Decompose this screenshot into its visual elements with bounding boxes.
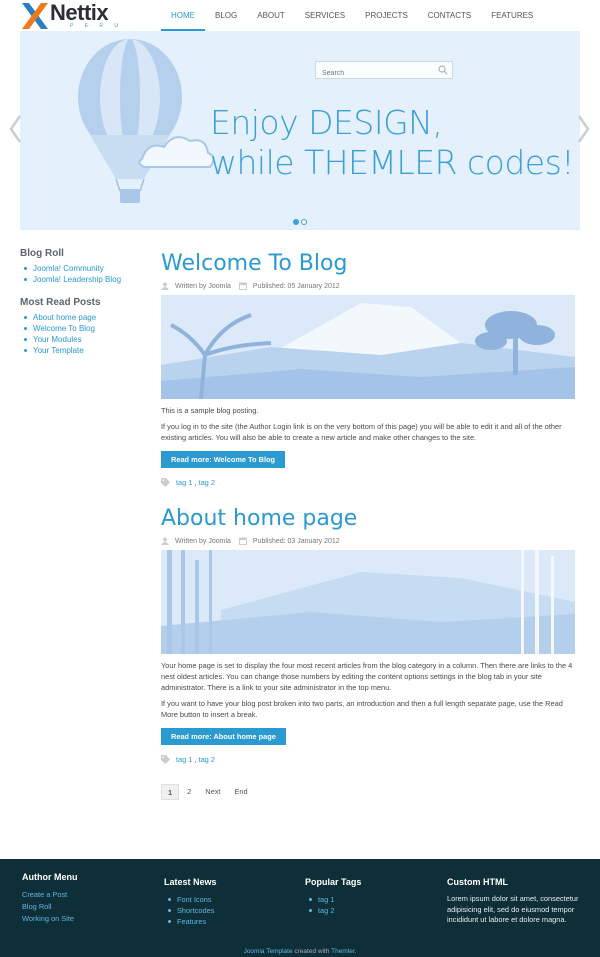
article-meta	[161, 281, 575, 291]
article-meta	[161, 536, 575, 546]
nav-about[interactable]: ABOUT	[257, 11, 285, 20]
bamboo-landscape-image	[161, 550, 575, 654]
footer-popular-tags-title: Popular Tags	[305, 877, 362, 887]
user-icon	[161, 282, 169, 290]
footer-credit-link[interactable]: Joomla Template	[243, 948, 293, 955]
article-paragraph: If you log in to the site (the Author Login link is on the very bottom of this page) you will be able to edit it and all of the other existing articles. You will also be able to create a new article and make other changes to the site.	[161, 422, 562, 442]
sidebar	[20, 248, 150, 368]
mostread-item[interactable]: About home page	[20, 312, 150, 323]
article-body	[161, 405, 575, 443]
article-welcome	[161, 250, 575, 487]
footer-link[interactable]: Features	[164, 916, 217, 927]
article-body	[161, 660, 575, 720]
site-logo[interactable]	[20, 1, 130, 31]
calendar-icon	[239, 537, 247, 545]
footer-popular-tags	[305, 877, 361, 916]
page-2[interactable]: 2	[187, 787, 192, 796]
nav-projects[interactable]: PROJECTS	[365, 11, 408, 20]
slider-dot-2[interactable]	[301, 219, 307, 225]
footer-credit-end: .	[354, 948, 357, 955]
tag-link[interactable]: tag 2	[198, 478, 215, 487]
article-tags	[161, 755, 575, 764]
article-title[interactable]: About home page	[161, 506, 358, 531]
tag-link[interactable]: tag 2	[198, 755, 215, 764]
nav-home[interactable]: HOME	[161, 0, 205, 31]
mostread-item[interactable]: Welcome To Blog	[20, 323, 150, 334]
mostread-item[interactable]: Your Template	[20, 345, 150, 356]
footer-link[interactable]: Font Icons	[164, 894, 217, 905]
tag-link[interactable]: tag 1	[176, 478, 193, 487]
slide-heading-line2: while THEMLER codes!	[210, 143, 574, 182]
site-footer	[0, 859, 600, 957]
hero-slider	[20, 31, 580, 230]
footer-custom-html-title: Custom HTML	[447, 877, 508, 887]
nav-features[interactable]: FEATURES	[491, 11, 534, 20]
mostread-item[interactable]: Your Modules	[20, 334, 150, 345]
footer-latest-news-title: Latest News	[164, 877, 217, 887]
user-icon	[161, 537, 169, 545]
site-header	[0, 0, 600, 31]
tag-separator: ,	[194, 755, 197, 764]
search-input[interactable]	[316, 66, 434, 82]
slide-heading-line1: Enjoy DESIGN,	[210, 103, 443, 142]
article-published: Published: 03 January 2012	[252, 537, 340, 545]
article-author: Written by Joomla	[175, 537, 231, 545]
footer-custom-html	[447, 877, 582, 926]
nav-contacts[interactable]: CONTACTS	[427, 11, 472, 20]
footer-link[interactable]: Blog Roll	[22, 902, 52, 911]
footer-credit-themler-link[interactable]: Themler	[331, 948, 355, 955]
slider-next-arrow-icon[interactable]	[577, 114, 591, 144]
article-paragraph: If you want to have your blog post broken into two parts, an introduction and then a full length separate page, use the Read More button to insert a break.	[161, 699, 563, 719]
blogroll-list	[20, 263, 150, 285]
mostread-title: Most Read Posts	[20, 297, 101, 308]
article-about-home	[161, 505, 575, 764]
blogroll-item[interactable]: Joomla! Community	[20, 263, 150, 274]
footer-credit-text: created with	[292, 948, 332, 955]
slider-dots	[293, 219, 307, 225]
article-paragraph: Your home page is set to display the four most recent articles from the blog category in a column. Then there are links to the 4 nest oldest articles. You can change those numbers by editing the content options settings in the blog tab in your site administrator. There is a link to your site administrator in the top menu.	[161, 661, 573, 692]
mostread-list	[20, 312, 150, 356]
article-author: Written by Joomla	[175, 282, 231, 290]
footer-link[interactable]: Shortcodes	[164, 905, 217, 916]
footer-link[interactable]: Working on Site	[22, 914, 75, 923]
pagination	[161, 784, 256, 800]
page-end[interactable]: End	[234, 787, 248, 796]
calendar-icon	[239, 282, 247, 290]
tag-link[interactable]: tag 1	[176, 755, 193, 764]
main-nav	[161, 0, 543, 31]
slider-prev-arrow-icon[interactable]	[8, 114, 22, 144]
blogroll-item[interactable]: Joomla! Leadership Blog	[20, 274, 150, 285]
tag-icon	[161, 755, 170, 764]
blogroll-title: Blog Roll	[20, 248, 64, 259]
slider-dot-1[interactable]	[293, 219, 299, 225]
nav-blog[interactable]: BLOG	[215, 11, 238, 20]
footer-latest-news	[164, 877, 217, 927]
read-more-button[interactable]: Read more: About home page	[161, 728, 286, 745]
article-title[interactable]: Welcome To Blog	[161, 251, 348, 276]
footer-credit	[0, 948, 600, 955]
logo-text: Nettix	[50, 0, 109, 25]
footer-custom-html-text: Lorem ipsum dolor sit amet, consectetur adipisicing elit, sed do eiusmod tempor incididunt ut labore et dolore magna.	[447, 894, 579, 924]
footer-link[interactable]: tag 1	[305, 894, 361, 905]
footer-author-menu	[22, 872, 78, 925]
logo-x-icon	[20, 1, 50, 31]
mountain-tree-image	[161, 295, 575, 399]
footer-author-menu-title: Author Menu	[22, 872, 78, 882]
footer-link[interactable]: Create a Post	[22, 890, 68, 899]
search-box	[315, 61, 453, 79]
tag-separator: ,	[194, 478, 197, 487]
tag-icon	[161, 478, 170, 487]
article-paragraph: This is a sample blog posting.	[161, 406, 259, 415]
footer-link[interactable]: tag 2	[305, 905, 361, 916]
article-tags	[161, 478, 575, 487]
page-next[interactable]: Next	[205, 787, 221, 796]
read-more-button[interactable]: Read more: Welcome To Blog	[161, 451, 285, 468]
nav-services[interactable]: SERVICES	[304, 11, 346, 20]
article-published: Published: 05 January 2012	[252, 282, 340, 290]
page-1[interactable]: 1	[161, 784, 179, 800]
search-icon[interactable]	[438, 65, 448, 75]
slide-heading	[210, 103, 574, 183]
logo-subtext: P E R U	[70, 23, 123, 29]
